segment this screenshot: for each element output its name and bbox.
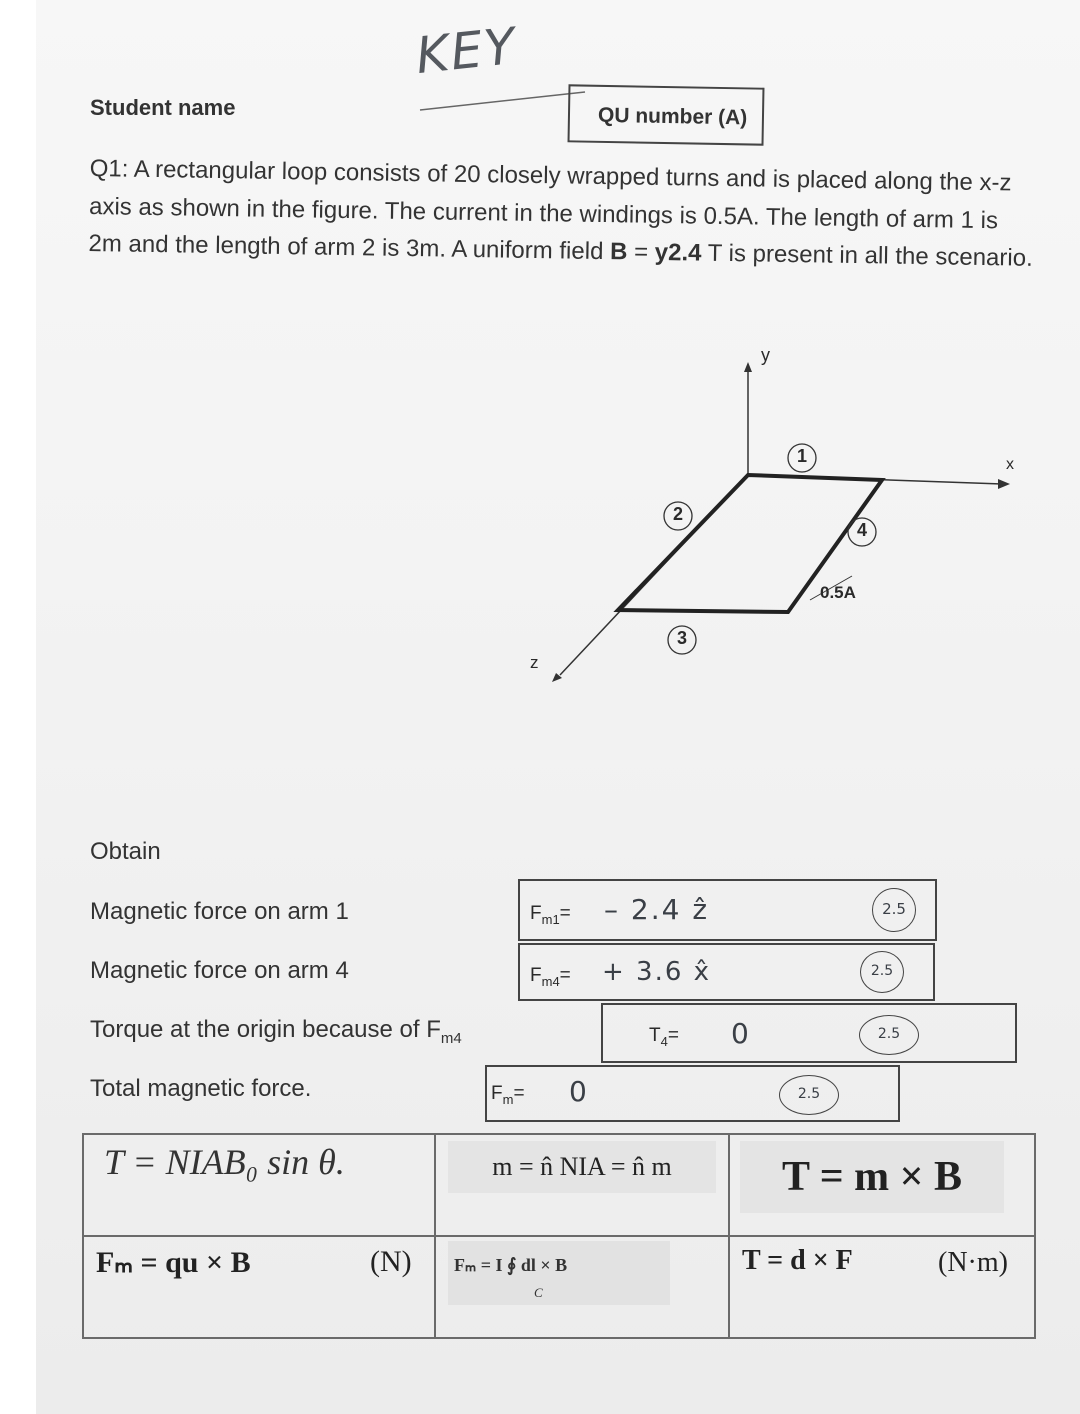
t4-label: [649, 1025, 679, 1049]
fm-label: [491, 1083, 525, 1107]
fm-label-main: F: [491, 1083, 503, 1104]
formula-force-int-sub: C: [534, 1285, 543, 1300]
arm3-label: 3: [676, 628, 687, 648]
loop-figure: [520, 340, 1040, 700]
formula-torque-vec: T = m × B: [740, 1141, 1004, 1213]
fm4-label-eq: =: [559, 965, 571, 986]
obtain-item-4: Total magnetic force.: [90, 1075, 312, 1102]
obtain-item-3-text: Torque at the origin because of F: [90, 1016, 441, 1043]
answer-box-fm: [485, 1065, 900, 1122]
fm1-label-sub: m1: [541, 911, 560, 927]
obtain-heading: Obtain: [90, 838, 161, 865]
qu-number-label: QU number (A): [597, 103, 748, 130]
question-text: [88, 150, 1035, 277]
answer-box-fm4: [518, 943, 935, 1001]
t4-label-sub: 4: [660, 1033, 668, 1049]
fm-value[interactable]: 0: [569, 1075, 587, 1108]
answer-box-t4: [601, 1003, 1017, 1063]
fm1-score: [872, 888, 916, 932]
axis-x-label: x: [1006, 456, 1014, 473]
arm1-label: 1: [796, 446, 807, 466]
answer-box-fm1: [518, 879, 937, 941]
axis-z-label: z: [530, 653, 539, 672]
t4-label-main: T: [649, 1025, 661, 1046]
fm-score-text: 2.5: [797, 1086, 821, 1102]
fm1-label-eq: =: [559, 903, 571, 924]
fm1-label-main: F: [530, 903, 542, 924]
fm1-score-text: 2.5: [882, 900, 906, 918]
formula-table: [82, 1133, 1036, 1339]
t4-score: [859, 1015, 919, 1055]
formula-cell-torque-vec: [729, 1134, 1035, 1236]
formula-moment: m = n̂ NIA = n̂ m: [448, 1141, 716, 1193]
obtain-item-2: Magnetic force on arm 4: [90, 957, 349, 984]
qu-number-box: [568, 84, 765, 145]
obtain-item-3-sub: m4: [440, 1029, 462, 1047]
x-axis-arrow: [998, 479, 1010, 489]
fm1-value[interactable]: – 2.4 ẑ: [604, 893, 710, 926]
fm4-label-sub: m4: [541, 973, 560, 989]
field-eq: =: [627, 238, 655, 266]
field-symbol: B: [609, 238, 628, 266]
formula-cell-force-q: [83, 1236, 435, 1338]
fm-label-eq: =: [513, 1083, 525, 1104]
t4-label-eq: =: [667, 1025, 679, 1046]
formula-torque-d-unit: (N·m): [938, 1247, 1008, 1278]
field-tail: T is present in all the scenario.: [701, 239, 1033, 272]
formula-torque-d: T = d × F: [742, 1245, 853, 1276]
obtain-item-3: [90, 1016, 462, 1047]
t4-value[interactable]: 0: [731, 1017, 749, 1050]
question-intro: Q1: A rectangular loop consists of 20 closely wrapped turns and is placed along the x-z axis as shown in the figure. The current in the windings is 0.5A. The length of arm 1 is 2m and the length of arm 2 is 3m. A uniform field: [88, 154, 1012, 266]
field-value: y2.4: [654, 238, 702, 267]
formula-torque: T = NIAB₀ sin θ.: [104, 1142, 345, 1182]
axis-y-label: y: [761, 345, 770, 365]
fm1-label: [530, 903, 571, 927]
student-name-label: Student name: [90, 95, 236, 120]
t4-score-text: 2.5: [877, 1026, 901, 1042]
formula-cell-torque: [83, 1134, 435, 1236]
formula-cell-moment: [435, 1134, 729, 1236]
arm2-label: 2: [672, 504, 683, 524]
fm4-label: [530, 965, 571, 989]
formula-force-int: Fₘ = I ∮ dl × B: [454, 1255, 568, 1275]
fm-score: [779, 1075, 839, 1115]
arm4-label: 4: [856, 520, 867, 540]
fm4-score-text: 2.5: [870, 963, 894, 979]
formula-cell-force-int: [435, 1236, 729, 1338]
fm4-score: [860, 951, 904, 993]
current-label: 0.5A: [820, 583, 856, 602]
formula-force-q-unit: (N): [370, 1245, 412, 1278]
key-handwriting: KEY: [413, 16, 520, 86]
y-axis-arrow: [744, 362, 752, 372]
obtain-item-1: Magnetic force on arm 1: [90, 898, 349, 925]
fm-label-sub: m: [502, 1091, 514, 1107]
formula-cell-torque-d: [729, 1236, 1035, 1338]
fm4-label-main: F: [530, 965, 542, 986]
formula-force-q: Fₘ = qu × B: [96, 1246, 251, 1279]
fm4-value[interactable]: + 3.6 x̂: [602, 957, 712, 987]
